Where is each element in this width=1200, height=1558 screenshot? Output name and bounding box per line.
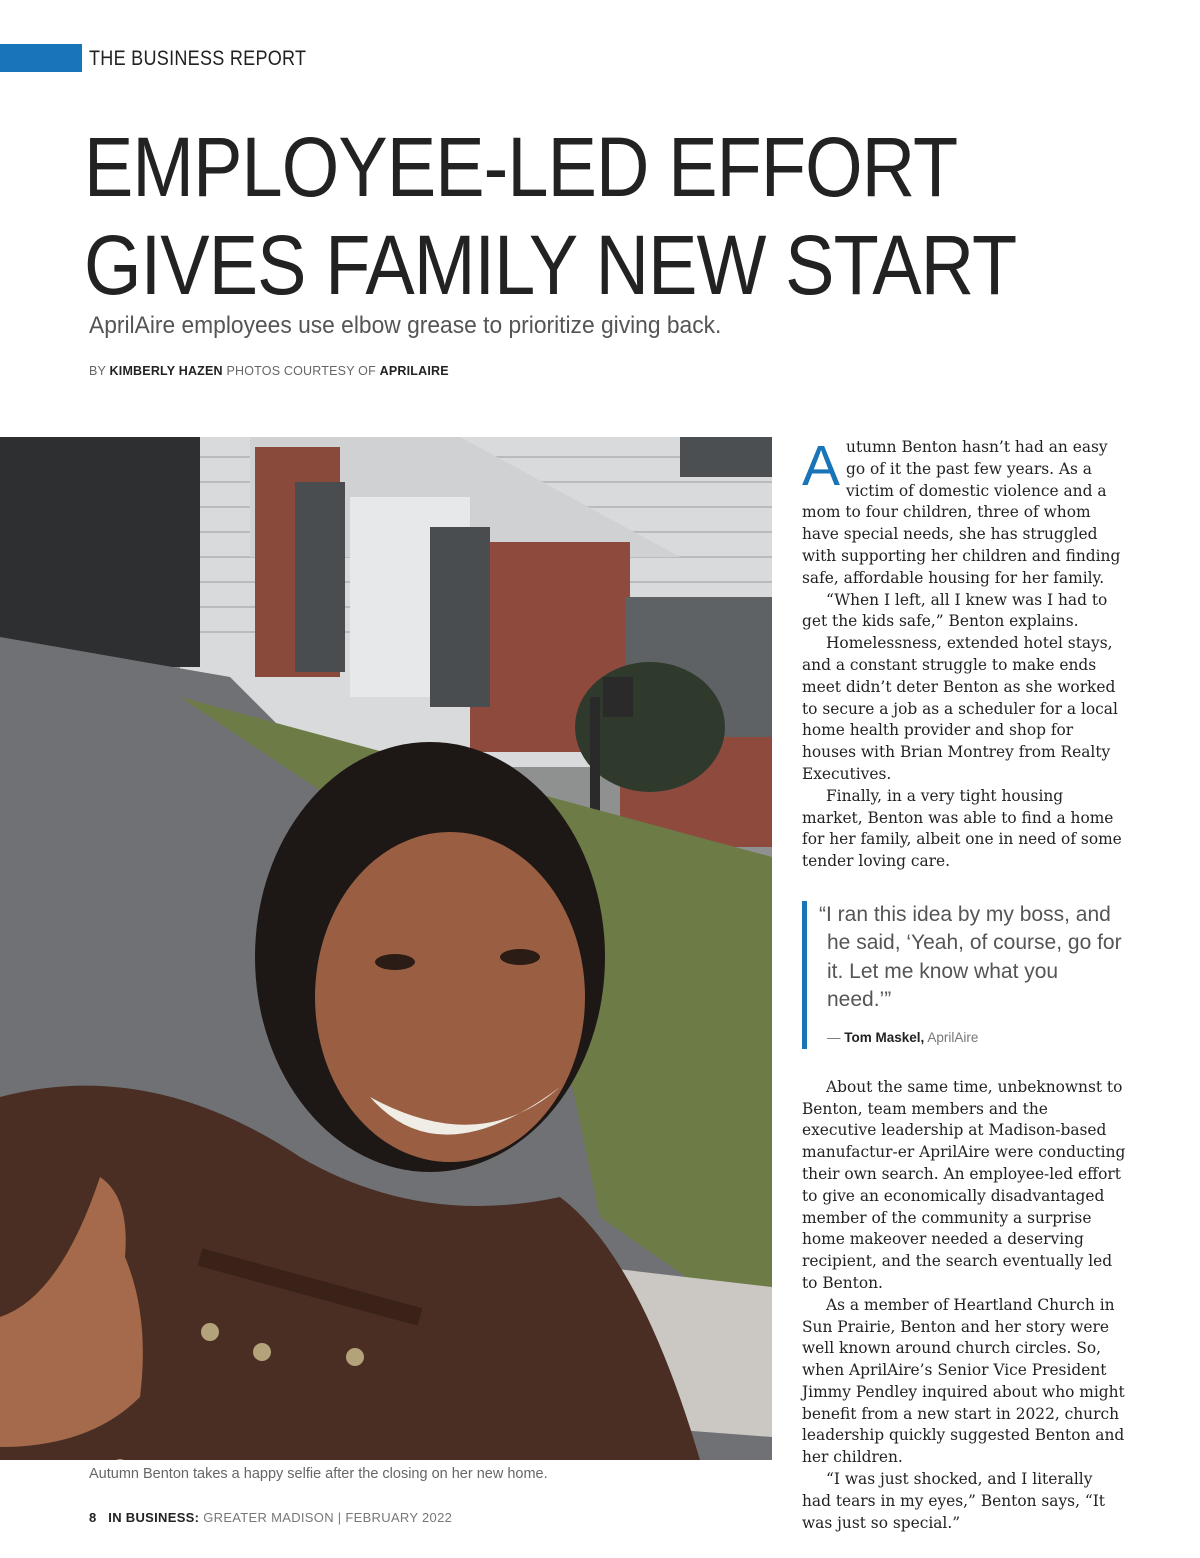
paragraph-6: As a member of Heartland Church in Sun Prairie, Benton and her story were well known around church circles. So, when AprilAire’s Senior Vice President Jimmy Pendley inquired about who might benefit from a new start in 2022, church leadership quickly suggested Benton and her children. [802, 1295, 1125, 1467]
byline-photos-source: APRILAIRE [379, 364, 449, 378]
headline-line-2: GIVES FAMILY NEW START [84, 218, 1017, 312]
headline-line-1: EMPLOYEE-LED EFFORT [84, 120, 958, 214]
pull-quote [802, 901, 1126, 1049]
byline-photos-prefix: PHOTOS COURTESY OF [226, 364, 376, 378]
paragraph-3: Homelessness, extended hotel stays, and a constant struggle to make ends meet didn’t deter Benton as she worked to secure a job as a scheduler for a local home health provider and shop for houses with Brian Montrey from Realty Executives. [802, 634, 1118, 783]
section-label: THE BUSINESS REPORT [89, 47, 307, 70]
pull-quote-dash: — [827, 1029, 845, 1045]
pull-quote-name: Tom Maskel, [844, 1029, 925, 1045]
byline-by: BY [89, 364, 106, 378]
paragraph-2: “When I left, all I knew was I had to get the kids safe,” Benton explains. [802, 590, 1108, 631]
issue-info: GREATER MADISON | FEBRUARY 2022 [203, 1510, 453, 1525]
byline-author: KIMBERLY HAZEN [109, 364, 223, 378]
pull-quote-attribution [819, 1027, 1126, 1049]
selfie-photo-illustration [0, 437, 772, 1460]
photo-caption: Autumn Benton takes a happy selfie after the closing on her new home. [89, 1466, 548, 1482]
paragraph-1-text: utumn Benton hasn’t had an easy go of it the past few years. As a victim of domestic violence and a mom to four children, three of whom have special needs, she has struggled with supporting her children and finding safe, affordable housing for her family. [802, 438, 1121, 587]
pull-quote-org: AprilAire [927, 1029, 979, 1045]
magazine-name: IN BUSINESS: [108, 1510, 200, 1525]
section-accent-bar [0, 44, 82, 72]
page-footer [89, 1510, 452, 1525]
article-photo [0, 437, 772, 1460]
article-body [802, 434, 1126, 1534]
pull-quote-text: “I ran this idea by my boss, and he said, ‘Yeah, of course, go for it. Let me know what you need.’” [819, 902, 1122, 1012]
article-headline [84, 118, 1016, 314]
drop-cap: A [802, 434, 841, 498]
byline [89, 364, 449, 378]
paragraph-4: Finally, in a very tight housing market, Benton was able to find a home for her family, albeit one in need of some tender loving care. [802, 786, 1122, 871]
paragraph-5: About the same time, unbeknownst to Benton, team members and the executive leadership at Madison-based manufactur-er AprilAire were conducting their own search. An employee-led effort to give an economically disadvantaged member of the community a surprise home makeover needed a deserving recipient, and the search eventually led to Benton. [802, 1077, 1126, 1292]
article-dek: AprilAire employees use elbow grease to prioritize giving back. [89, 312, 722, 339]
paragraph-1 [802, 434, 1126, 590]
paragraph-7: “I was just shocked, and I literally had tears in my eyes,” Benton says, “It was just so special.” [802, 1470, 1105, 1532]
page-number: 8 [89, 1510, 97, 1525]
